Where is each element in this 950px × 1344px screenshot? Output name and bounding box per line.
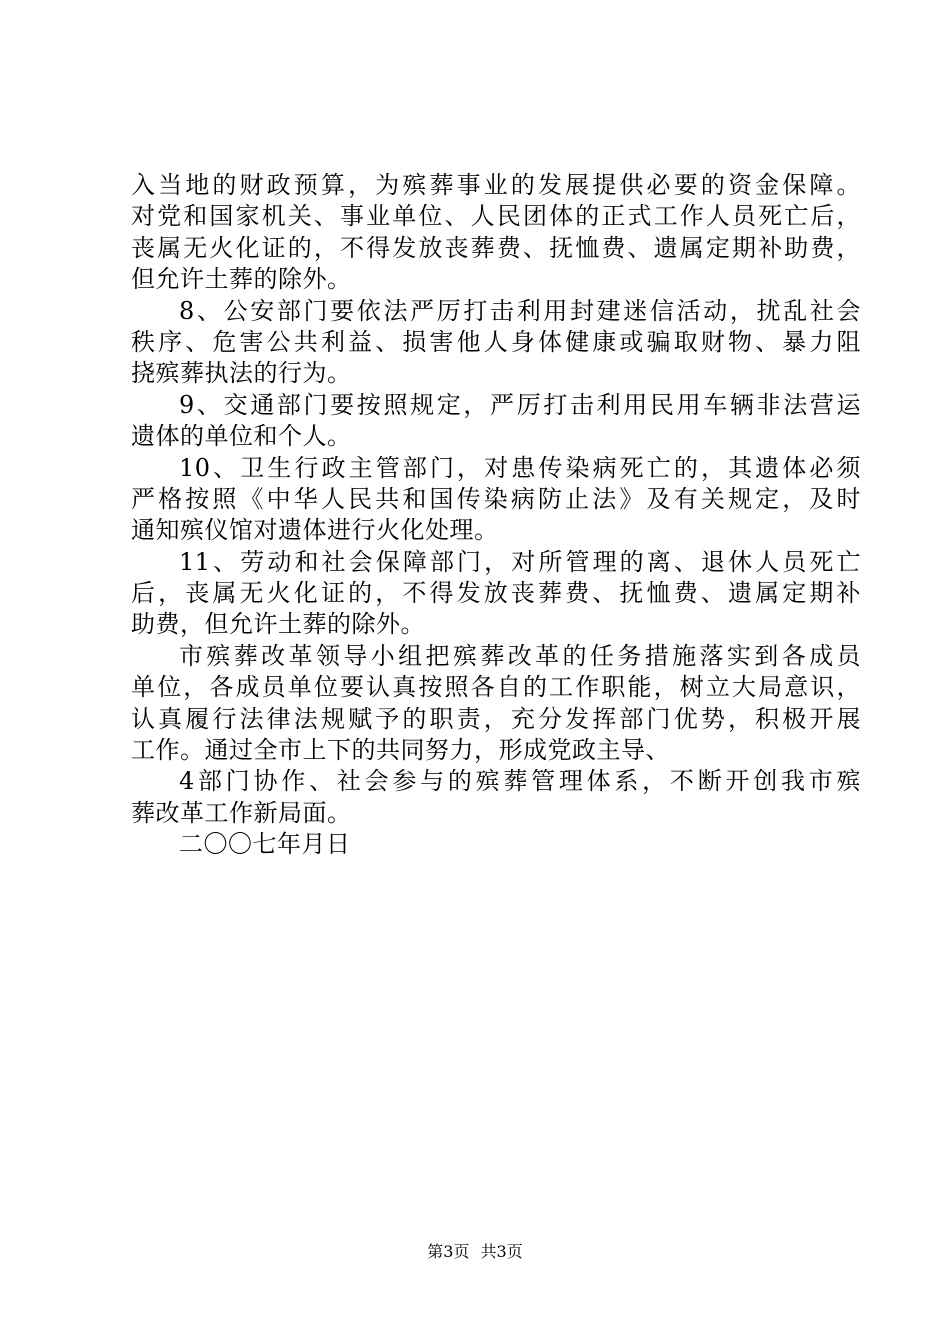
paragraph-10-first-line: 10、卫生行政主管部门，对患传染病死亡的，其遗体必须 — [179, 453, 861, 482]
text-line: 入当地的财政预算，为殡葬事业的发展提供必要的资金保障。 — [131, 171, 861, 199]
text-line: 工作。通过全市上下的共同努力，形成党政主导、 — [131, 736, 670, 765]
paragraph-summary-first-line: 市殡葬改革领导小组把殡葬改革的任务措施落实到各成员 — [179, 641, 861, 670]
text-line: 严格按照《中华人民共和国传染病防止法》及有关规定，及时 — [131, 484, 861, 513]
text-line: 挠殡葬执法的行为。 — [131, 359, 352, 388]
document-date: 二〇〇七年月日 — [179, 830, 351, 859]
text-line: 丧属无火化证的，不得发放丧葬费、抚恤费、遗属定期补助费， — [131, 233, 861, 262]
text-line: 对党和国家机关、事业单位、人民团体的正式工作人员死亡后， — [131, 202, 861, 231]
page-number: 第3页 — [427, 1242, 470, 1261]
page-footer — [0, 1242, 950, 1262]
page-total: 共3页 — [480, 1242, 523, 1261]
text-line: 后，丧属无火化证的，不得发放丧葬费、抚恤费、遗属定期补 — [131, 579, 861, 608]
text-line: 单位，各成员单位要认真按照各自的工作职能，树立大局意识， — [131, 673, 861, 702]
document-body — [131, 170, 861, 861]
paragraph-8-first-line: 8、公安部门要依法严厉打击利用封建迷信活动，扰乱社会 — [179, 296, 861, 325]
paragraph-4-first-line: 4部门协作、社会参与的殡葬管理体系，不断开创我市殡 — [179, 767, 861, 796]
text-line: 遗体的单位和个人。 — [131, 422, 352, 451]
text-line: 助费，但允许土葬的除外。 — [131, 610, 425, 639]
text-line: 通知殡仪馆对遗体进行火化处理。 — [131, 516, 499, 545]
paragraph-9-first-line: 9、交通部门要按照规定，严厉打击利用民用车辆非法营运 — [179, 390, 861, 419]
text-line: 但允许土葬的除外。 — [131, 265, 352, 294]
paragraph-11-first-line: 11、劳动和社会保障部门，对所管理的离、退休人员死亡 — [179, 547, 861, 576]
text-line: 认真履行法律法规赋予的职责，充分发挥部门优势，积极开展 — [131, 704, 861, 733]
text-line: 秩序、危害公共利益、损害他人身体健康或骗取财物、暴力阻 — [131, 327, 861, 356]
text-line: 葬改革工作新局面。 — [131, 798, 352, 827]
